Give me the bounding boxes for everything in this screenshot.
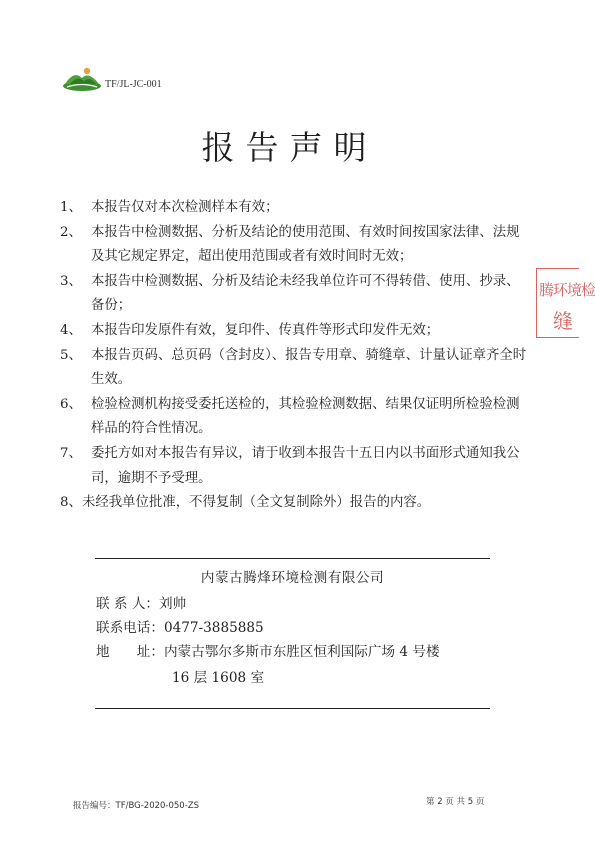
divider-top bbox=[95, 558, 490, 559]
clause-number: 8、 bbox=[60, 495, 82, 511]
clause-text: 检验检测机构接受委托送检的，其检验检测数据、结果仅证明所检验检测样品的符合性情况。 bbox=[91, 396, 520, 437]
contact-phone-label: 联系电话： bbox=[96, 620, 164, 636]
contact-address-line2: 16 层 1608 室 bbox=[172, 670, 265, 686]
clause-number: 1、 bbox=[60, 200, 82, 215]
clause-number: 2、 bbox=[60, 224, 82, 240]
clause-text: 本报告印发原件有效，复印件、传真件等形式印发件无效； bbox=[91, 322, 440, 338]
clause-number: 4、 bbox=[60, 322, 82, 338]
document-code: TF/JL-JC-001 bbox=[105, 79, 162, 90]
page-number: 第 2 页 共 5 页 bbox=[426, 797, 485, 807]
seam-stamp bbox=[536, 268, 595, 338]
clause-text: 本报告中检测数据、分析及结论未经我单位许可不得转借、使用、抄录、备份； bbox=[91, 273, 520, 314]
contact-person-value: 刘帅 bbox=[159, 596, 187, 612]
report-number: 报告编号：TF/BG-2020-050-ZS bbox=[73, 801, 199, 811]
company-name: 内蒙古腾烽环境检测有限公司 bbox=[200, 570, 385, 586]
clause-item bbox=[60, 221, 530, 270]
statement-clauses bbox=[60, 196, 530, 516]
page-title: 报告声明 bbox=[201, 128, 378, 167]
clause-number: 7、 bbox=[60, 445, 82, 461]
contact-person-label: 联 系 人： bbox=[96, 596, 160, 612]
contact-address-row bbox=[96, 642, 496, 662]
contact-address-value: 内蒙古鄂尔多斯市东胜区恒利国际广场 4 号楼 bbox=[163, 644, 440, 660]
contact-phone-row bbox=[96, 618, 264, 638]
divider-bottom bbox=[95, 708, 490, 709]
clause-item bbox=[60, 393, 530, 442]
company-logo-icon bbox=[62, 66, 102, 92]
contact-person-row bbox=[96, 594, 186, 614]
clause-item bbox=[60, 491, 530, 516]
clause-number: 6、 bbox=[60, 396, 82, 412]
clause-text: 未经我单位批准，不得复制（全文复制除外）报告的内容。 bbox=[82, 495, 431, 511]
seam-stamp-text-1: 腾环境检 bbox=[539, 281, 595, 299]
clause-item bbox=[60, 270, 530, 319]
seam-stamp-text-2: 缝 bbox=[553, 309, 573, 333]
contact-phone-value: 0477-3885885 bbox=[163, 620, 264, 636]
clause-number: 3、 bbox=[60, 273, 82, 289]
clause-text: 本报告中检测数据、分析及结论的使用范围、有效时间按国家法律、法规及其它规定界定，超出使用范围或者有效时间时无效； bbox=[91, 224, 520, 265]
contact-address-label: 地 址： bbox=[96, 644, 164, 660]
clause-item bbox=[60, 344, 530, 393]
document-header bbox=[62, 66, 162, 92]
clause-item bbox=[60, 442, 530, 491]
clause-text: 本报告仅对本次检测样本有效； bbox=[91, 200, 279, 215]
clause-text: 委托方如对本报告有异议，请于收到本报告十五日内以书面形式通知我公司，逾期不予受理。 bbox=[91, 445, 520, 486]
clause-text: 本报告页码、总页码（含封皮）、报告专用章、骑缝章、计量认证章齐全时生效。 bbox=[91, 347, 527, 388]
clause-item bbox=[60, 319, 530, 344]
clause-number: 5、 bbox=[60, 347, 82, 363]
clause-item bbox=[60, 196, 530, 221]
